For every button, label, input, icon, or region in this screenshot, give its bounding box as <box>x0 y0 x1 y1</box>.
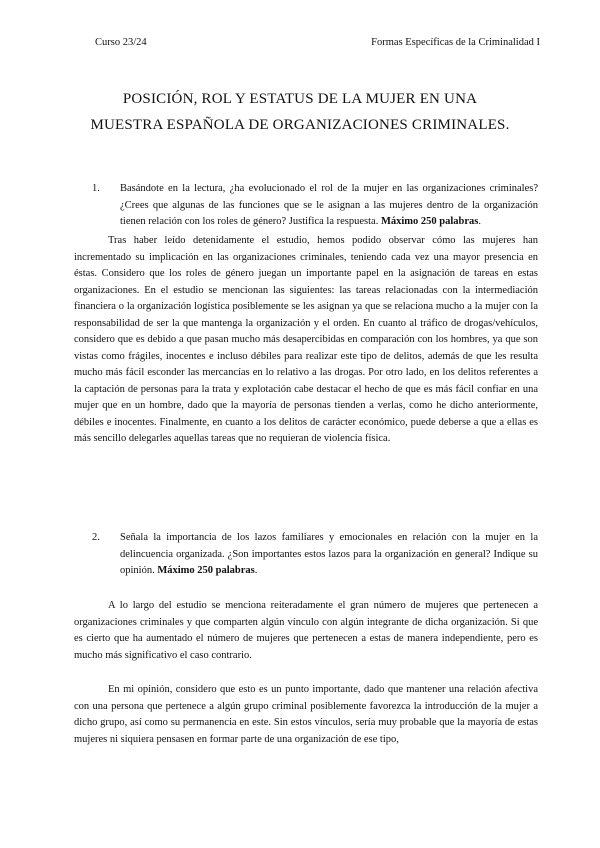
question-text: Basándote en la lectura, ¿ha evolucionado el rol de la mujer en las organizaciones criminales? ¿Crees que algunas de las funciones que se le asignan a las mujeres dentro de la organización tienen relación con los roles de género? Justifica la respuesta. <box>120 183 538 227</box>
question-number: 1. <box>92 183 100 194</box>
question-1 <box>92 181 538 231</box>
answer-paragraph-1: Tras haber leído detenidamente el estudio, hemos podido observar cómo las mujeres han incrementado su implicación en las organizaciones criminales, teniendo cada vez una mayor presencia en éstas. Considero que los roles de género juegan un importante papel en la asignación de tareas en estas organizaciones. En el estudio se mencionan las siguientes: las tareas relacionadas con la intermediación financiera o la organización logística posiblemente se les asignan ya que se relaciona mucho a la mujer con la responsabilidad de ser la que mantenga la organización y el orden. En cuanto al tráfico de drogas/vehículos, considero que es debido a que pasan mucho más desapercibidas en comparación con los hombres, ya que son vistas como frágiles, inocentes e incluso débiles para realizar este tipo de delitos, además de que les resulta mucho más fácil esconder las mercancías en lo relativo a las drogas. Por otro lado, en los delitos referentes a la captación de personas para la trata y explotación cabe destacar el hecho de que es más fácil confiar en una mujer que en un hombre, dado que la mayoría de personas tienden a verlas, como he dicho anteriormente, débiles e inocentes. Finalmente, en cuanto a los delitos de carácter económico, puede deberse a que a ellas es más sencillo delegarles aquellas tareas que no requieran de violencia física. <box>74 235 538 444</box>
question-word-limit: Máximo 250 palabras <box>380 216 479 227</box>
question-end: . <box>254 565 258 576</box>
question-end: . <box>478 216 481 227</box>
page-header <box>95 37 540 48</box>
question-word-limit: Máximo 250 palabras <box>157 565 255 576</box>
document-title: POSICIÓN, ROL Y ESTATUS DE LA MUJER EN UNA MUESTRA ESPAÑOLA DE ORGANIZACIONES CRIMINALES. <box>90 91 510 133</box>
header-subject: Formas Específicas de la Criminalidad I <box>371 37 540 48</box>
answer-paragraph-2: A lo largo del estudio se menciona reiteradamente el gran número de mujeres que pertenecen a organizaciones criminales y que comparten algún vínculo con algún integrante de dicha organización. Si que es cierto que ha aumentado el número de mujeres que pertenecen a estas de manera independiente, pero es mucho más significativo el caso contrario. <box>74 600 538 661</box>
question-number: 2. <box>92 532 100 543</box>
question-text: Señala la importancia de los lazos familiares y emocionales en relación con la mujer en la delincuencia organizada. ¿Son importantes estos lazos para la organización en general? Indique su opinión. <box>120 532 538 576</box>
question-2 <box>92 530 538 580</box>
answer-paragraph-3: En mi opinión, considero que esto es un punto importante, dado que mantener una relación afectiva con una persona que pertenece a algún grupo criminal posiblemente favorezca la introducción de la mujer a dicho grupo, así como su permanencia en este. Sin estos vínculos, sería muy probable que la mayoría de estas mujeres ni siquiera pensasen en formar parte de una organización de ese tipo, <box>74 684 538 745</box>
header-course: Curso 23/24 <box>95 37 147 48</box>
